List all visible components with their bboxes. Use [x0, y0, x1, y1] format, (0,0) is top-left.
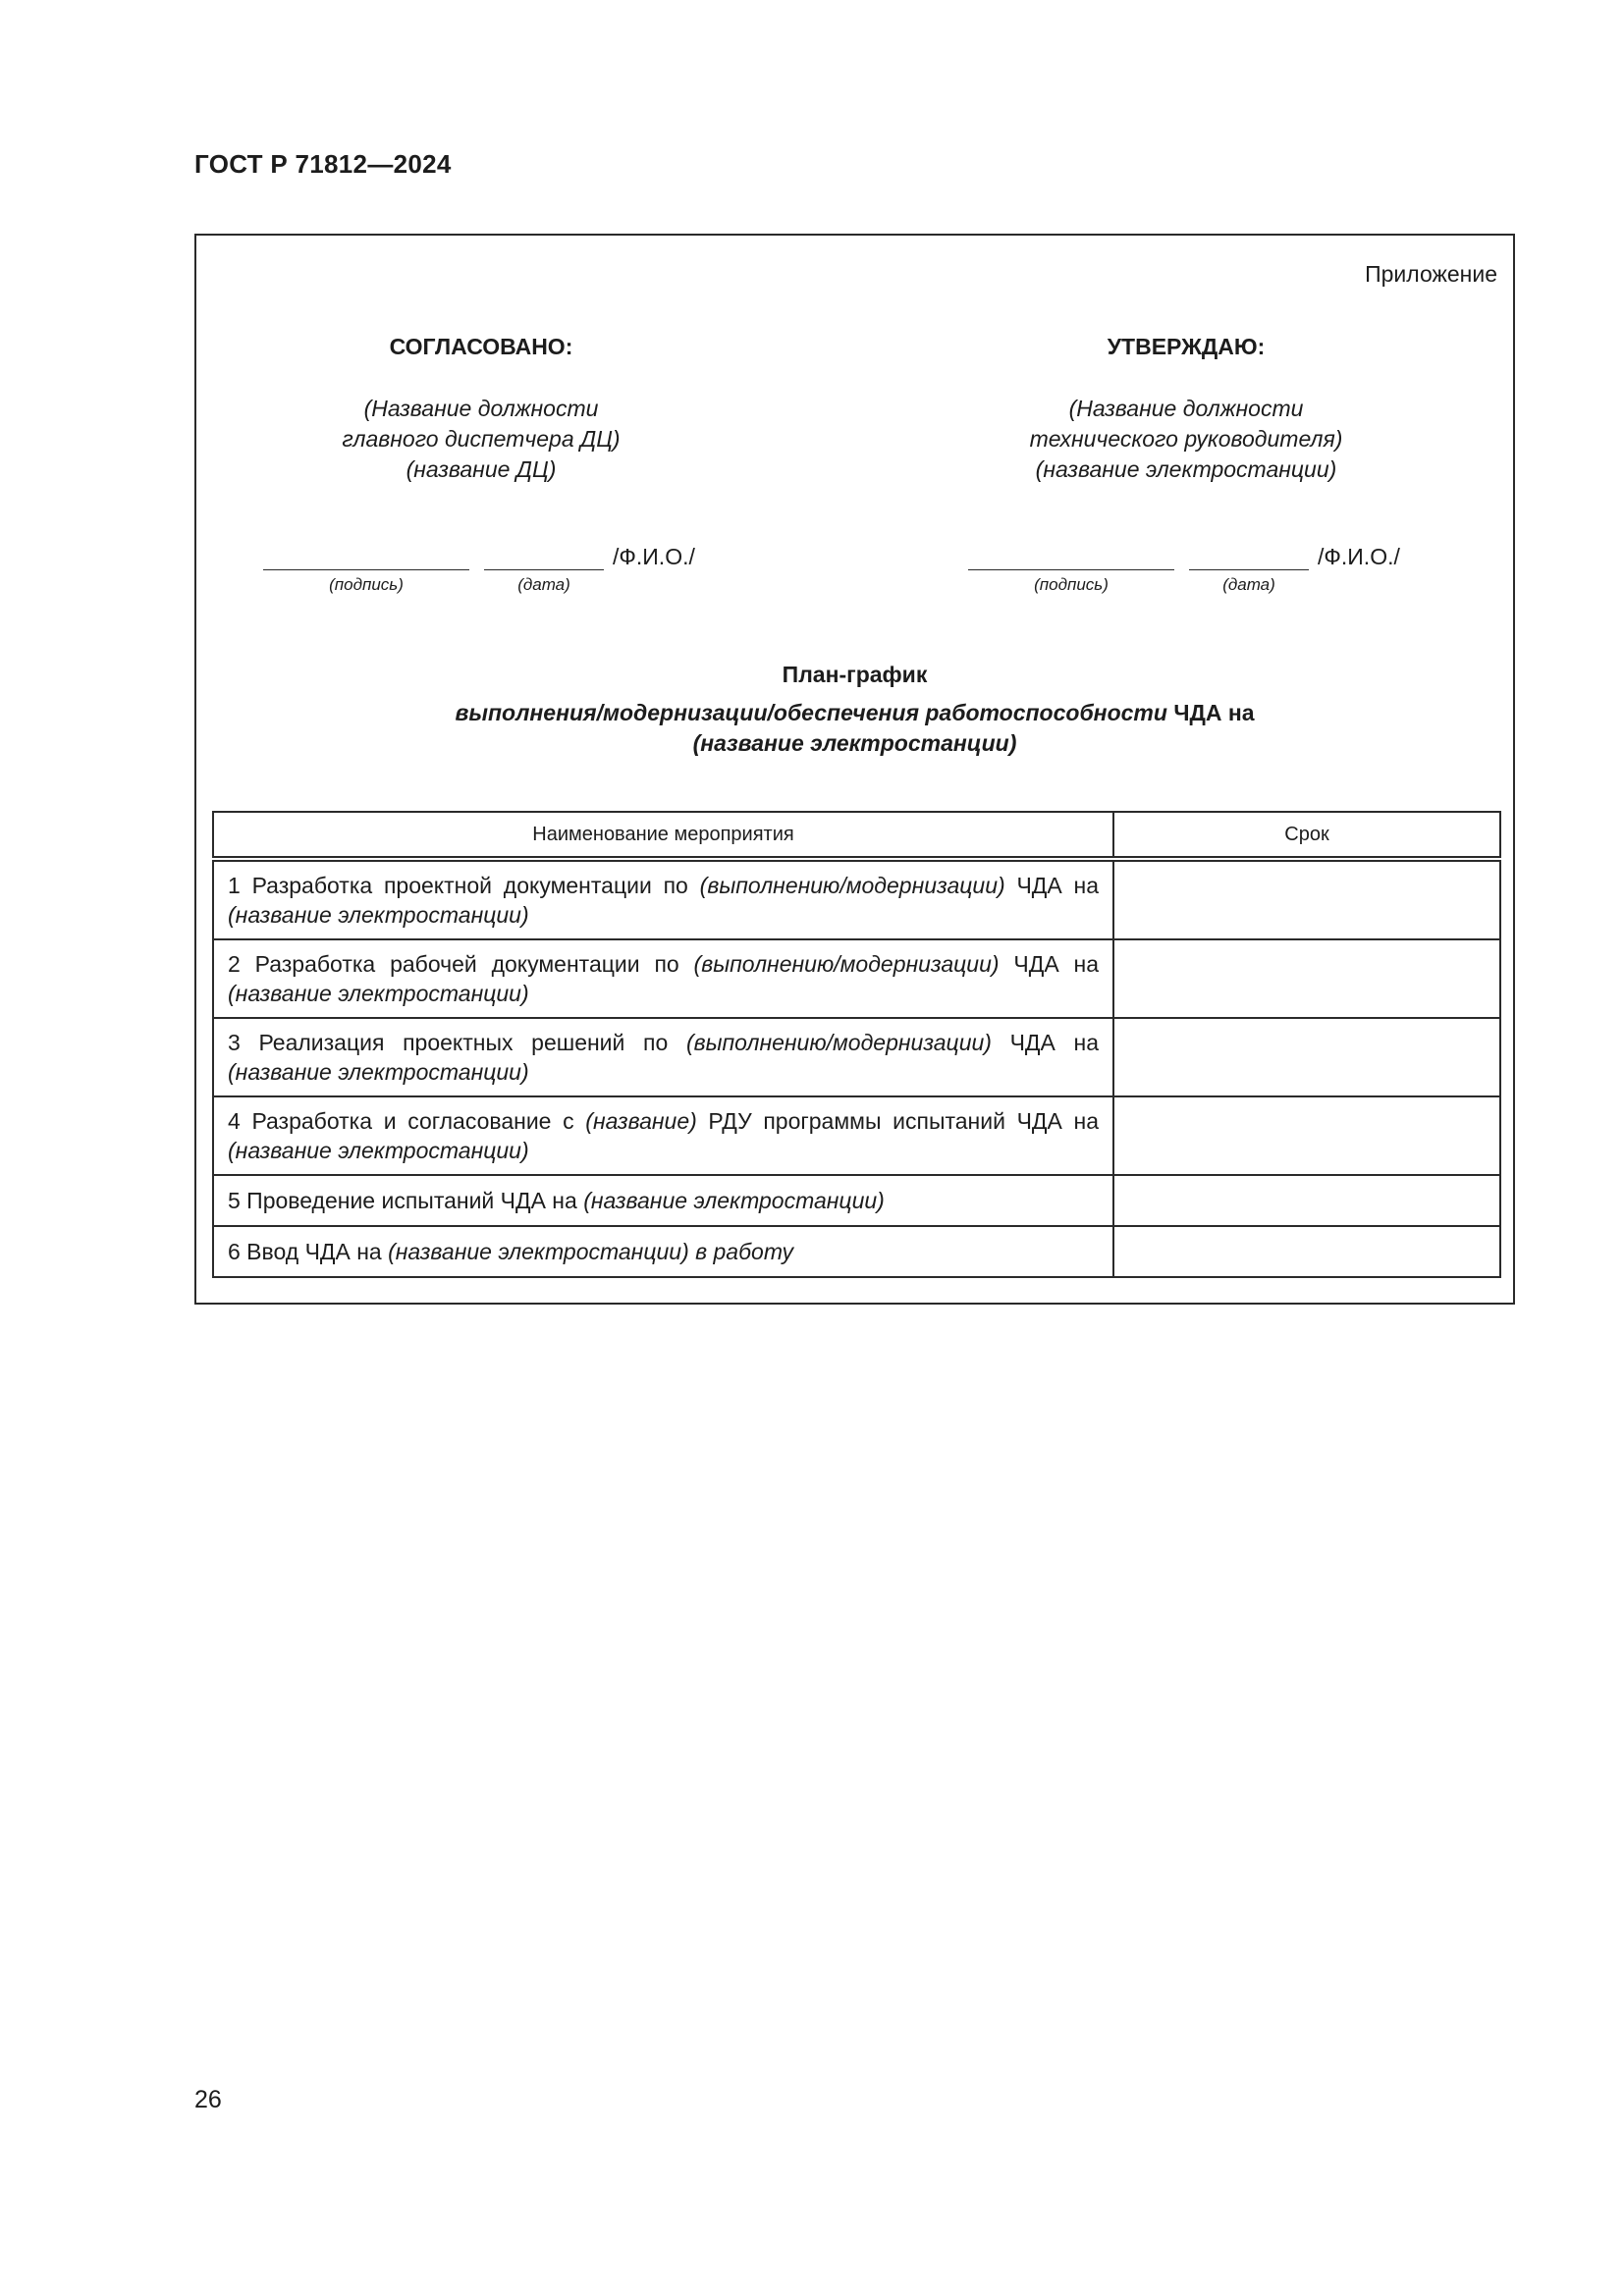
fio-label: /Ф.И.О./	[1318, 544, 1400, 569]
approve-heading: УТВЕРЖДАЮ:	[1107, 334, 1266, 359]
table-row	[213, 1226, 1500, 1277]
activity-text: 6 Ввод ЧДА на	[228, 1239, 389, 1264]
agreed-position-line: (Название должности	[363, 396, 599, 421]
agreed-heading: СОГЛАСОВАНО:	[389, 334, 573, 359]
activity-cell	[213, 1226, 1113, 1277]
column-header-term: Срок	[1113, 812, 1500, 859]
activity-text: ЧДА на	[991, 1030, 1099, 1055]
document-header: ГОСТ Р 71812—2024	[194, 149, 452, 179]
date-field	[484, 540, 604, 570]
page-number: 26	[194, 2086, 222, 2113]
fio-label: /Ф.И.О./	[613, 544, 695, 569]
activity-cell	[213, 1175, 1113, 1226]
activity-text: 3 Реализация проектных решений по	[228, 1030, 686, 1055]
activity-italic: (название электростанции)	[228, 1059, 529, 1085]
agreed-organization-line: (название ДЦ)	[406, 456, 557, 482]
approval-block-approve	[911, 334, 1461, 485]
date-caption: (дата)	[1222, 575, 1275, 594]
activity-text: 4 Разработка и согласование с	[228, 1108, 586, 1134]
activity-text: РДУ программы испытаний ЧДА на	[696, 1108, 1099, 1134]
term-cell	[1113, 939, 1500, 1018]
approval-block-agreed	[206, 334, 756, 485]
signature-caption: (подпись)	[1034, 575, 1109, 594]
activity-text: ЧДА на	[999, 951, 1099, 977]
table-row	[213, 859, 1500, 939]
activity-italic: (выполнению/модернизации)	[693, 951, 1000, 977]
activity-italic: (выполнению/модернизации)	[699, 873, 1005, 898]
term-cell	[1113, 859, 1500, 939]
term-cell	[1113, 1018, 1500, 1096]
activity-text: 5 Проведение испытаний ЧДА на	[228, 1188, 584, 1213]
plan-title-block	[196, 660, 1513, 759]
activity-italic: (название электростанции)	[228, 981, 529, 1006]
term-cell	[1113, 1175, 1500, 1226]
signature-field	[968, 540, 1174, 570]
table-row	[213, 939, 1500, 1018]
agreed-position-line: главного диспетчера ДЦ)	[342, 426, 621, 452]
activity-text: 1 Разработка проектной документации по	[228, 873, 700, 898]
plan-title: План-график	[782, 662, 928, 687]
activity-cell	[213, 939, 1113, 1018]
signature-field	[263, 540, 469, 570]
date-field	[1189, 540, 1309, 570]
column-header-activity: Наименование мероприятия	[213, 812, 1113, 859]
activity-cell	[213, 859, 1113, 939]
activity-italic: (название электростанции)	[583, 1188, 885, 1213]
appendix-form-frame	[194, 234, 1515, 1305]
table-row	[213, 1096, 1500, 1175]
table-row	[213, 1175, 1500, 1226]
plan-subtitle	[196, 698, 1513, 728]
activity-cell	[213, 1018, 1113, 1096]
approve-organization-line: (название электростанции)	[1035, 456, 1337, 482]
schedule-table	[212, 811, 1501, 1278]
activity-italic: (название)	[585, 1108, 697, 1134]
plan-subtitle-station: (название электростанции)	[692, 730, 1017, 756]
table-row	[213, 1018, 1500, 1096]
activity-text: ЧДА на	[1004, 873, 1100, 898]
table-header-row	[213, 812, 1500, 859]
activity-italic: (название электростанции) в работу	[388, 1239, 793, 1264]
appendix-label: Приложение	[1365, 261, 1497, 287]
activity-italic: (название электростанции)	[228, 902, 529, 928]
signature-caption: (подпись)	[329, 575, 404, 594]
activity-text: 2 Разработка рабочей документации по	[228, 951, 694, 977]
activity-italic: (выполнению/модернизации)	[685, 1030, 992, 1055]
activity-cell	[213, 1096, 1113, 1175]
plan-subtitle-upright: ЧДА на	[1173, 700, 1255, 725]
approve-position-line: (Название должности	[1068, 396, 1304, 421]
date-caption: (дата)	[517, 575, 570, 594]
term-cell	[1113, 1226, 1500, 1277]
plan-subtitle-italic: выполнения/модернизации/обеспечения работоспособности	[455, 700, 1167, 725]
approve-position-line: технического руководителя)	[1029, 426, 1343, 452]
activity-italic: (название электростанции)	[228, 1138, 529, 1163]
term-cell	[1113, 1096, 1500, 1175]
